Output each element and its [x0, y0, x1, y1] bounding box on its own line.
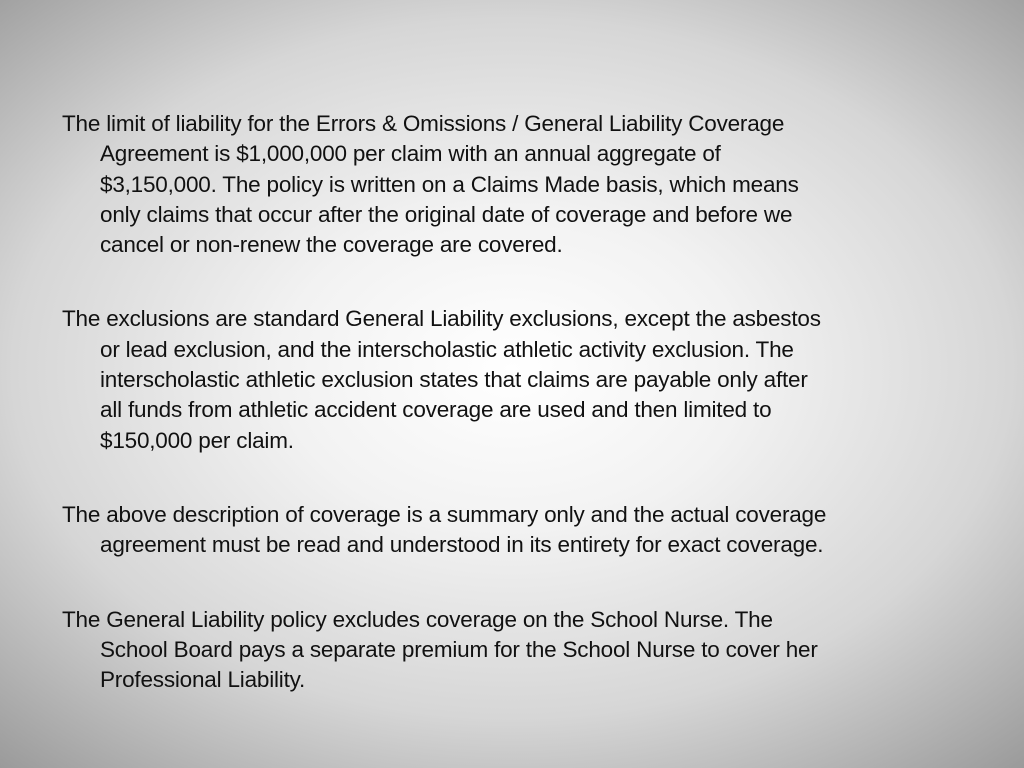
slide-body — [62, 109, 967, 695]
paragraph-limit-of-liability: The limit of liability for the Errors & Omissions / General Liability Coverage Agreement is $1,000,000 per claim with an annual aggregate of $3,150,000. The policy is written on a Claims Made basis, which means only claims that occur after the original date of coverage and before we cancel or non-renew the coverage are covered. — [62, 111, 799, 258]
paragraph-summary-disclaimer: The above description of coverage is a summary only and the actual coverage agreement must be read and understood in its entirety for exact coverage. — [62, 501, 827, 558]
paragraph-school-nurse: The General Liability policy excludes coverage on the School Nurse. The School Board pays a separate premium for the School Nurse to cover her Professional Liability. — [62, 606, 818, 693]
paragraph-exclusions: The exclusions are standard General Liability exclusions, except the asbestos or lead exclusion, and the interscholastic athletic activity exclusion. The interscholastic athletic exclusion states that claims are payable only after all funds from athletic accident coverage are used and then limited to $150,000 per claim. — [62, 306, 821, 453]
